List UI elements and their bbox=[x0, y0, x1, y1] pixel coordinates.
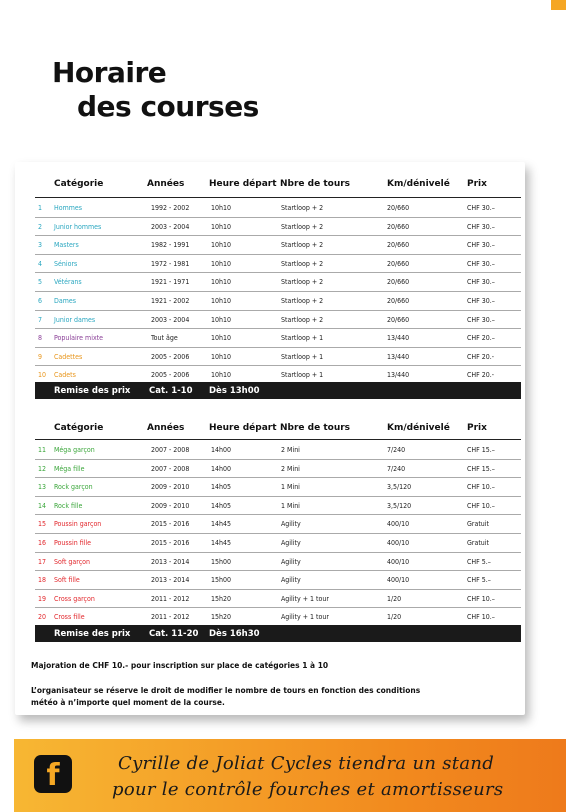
row-categorie: Cadettes bbox=[54, 352, 83, 361]
table-row bbox=[35, 254, 521, 274]
row-tours: Agility + 1 tour bbox=[281, 594, 329, 603]
row-categorie: Poussin fille bbox=[54, 539, 92, 547]
row-heure: 14h00 bbox=[211, 464, 232, 473]
remise-cat: Cat. 1-10 bbox=[149, 386, 193, 396]
row-tours: Startloop + 2 bbox=[281, 241, 324, 250]
row-annees: 2007 - 2008 bbox=[151, 464, 190, 473]
row-categorie: Hommes bbox=[54, 204, 83, 212]
row-annees: 1992 - 2002 bbox=[151, 204, 190, 212]
row-km: 3,5/120 bbox=[387, 483, 412, 492]
row-heure: 10h10 bbox=[211, 371, 232, 380]
row-categorie: Junior hommes bbox=[54, 222, 102, 231]
row-tours: Startloop + 2 bbox=[281, 315, 324, 324]
row-km: 7/240 bbox=[387, 464, 406, 473]
row-categorie: Cross garçon bbox=[54, 594, 95, 603]
organisateur-note-line2: météo à n’importe quel moment de la course. bbox=[31, 698, 225, 707]
row-heure: 10h10 bbox=[211, 297, 232, 305]
schedule-card bbox=[15, 162, 525, 715]
row-km: 1/20 bbox=[387, 594, 402, 603]
row-prix: CHF 30.– bbox=[467, 241, 495, 250]
row-annees: 2003 - 2004 bbox=[151, 222, 190, 231]
row-number: 20 bbox=[38, 613, 47, 622]
row-categorie: Soft garçon bbox=[54, 557, 91, 566]
row-tours: Agility + 1 tour bbox=[281, 613, 329, 622]
table-row bbox=[35, 533, 521, 553]
row-annees: 2015 - 2016 bbox=[151, 520, 190, 529]
table-row bbox=[35, 272, 521, 292]
page-title bbox=[52, 56, 259, 124]
row-number: 14 bbox=[38, 501, 47, 510]
remise-time: Dès 13h00 bbox=[209, 386, 260, 396]
row-number: 16 bbox=[38, 539, 47, 547]
header-km: Km/dénivelé bbox=[387, 179, 450, 189]
row-tours: Startloop + 2 bbox=[281, 222, 324, 231]
row-number: 6 bbox=[38, 297, 43, 305]
row-km: 20/660 bbox=[387, 222, 410, 231]
row-km: 20/660 bbox=[387, 204, 410, 212]
row-categorie: Rock fille bbox=[54, 501, 83, 510]
promo-banner bbox=[14, 739, 566, 812]
row-km: 20/660 bbox=[387, 297, 410, 305]
row-tours: Startloop + 2 bbox=[281, 204, 324, 212]
row-km: 400/10 bbox=[387, 557, 410, 566]
row-number: 11 bbox=[38, 446, 47, 454]
header-km: Km/dénivelé bbox=[387, 423, 450, 433]
row-prix: CHF 30.– bbox=[467, 297, 495, 305]
row-heure: 10h10 bbox=[211, 204, 232, 212]
row-tours: Startloop + 1 bbox=[281, 352, 324, 361]
row-heure: 10h10 bbox=[211, 278, 232, 287]
row-number: 18 bbox=[38, 576, 47, 585]
row-tours: Agility bbox=[281, 557, 301, 566]
row-annees: 2003 - 2004 bbox=[151, 315, 190, 324]
facebook-icon[interactable]: f bbox=[34, 755, 72, 793]
header-tours: Nbre de tours bbox=[280, 423, 351, 433]
row-number: 9 bbox=[38, 352, 43, 361]
row-number: 3 bbox=[38, 241, 43, 250]
row-number: 19 bbox=[38, 594, 47, 603]
row-prix: CHF 30.– bbox=[467, 315, 495, 324]
row-annees: 2005 - 2006 bbox=[151, 371, 190, 380]
row-categorie: Vétérans bbox=[54, 278, 82, 287]
row-tours: Agility bbox=[281, 520, 301, 529]
row-heure: 15h00 bbox=[211, 557, 232, 566]
row-categorie: Populaire mixte bbox=[54, 334, 104, 343]
row-heure: 15h20 bbox=[211, 613, 232, 622]
row-prix: Gratuit bbox=[467, 539, 490, 547]
row-prix: CHF 10.– bbox=[467, 483, 495, 492]
row-tours: 1 Mini bbox=[281, 483, 300, 492]
row-categorie: Cadets bbox=[54, 371, 76, 380]
row-heure: 10h10 bbox=[211, 352, 232, 361]
table-row bbox=[35, 217, 521, 237]
row-km: 20/660 bbox=[387, 315, 410, 324]
row-km: 3,5/120 bbox=[387, 501, 412, 510]
row-prix: CHF 30.– bbox=[467, 259, 495, 268]
row-tours: Agility bbox=[281, 539, 301, 547]
row-number: 1 bbox=[38, 204, 43, 212]
row-number: 17 bbox=[38, 557, 47, 566]
header-prix: Prix bbox=[467, 423, 487, 433]
row-tours: Startloop + 2 bbox=[281, 297, 324, 305]
table-row bbox=[35, 459, 521, 479]
remise-label: Remise des prix bbox=[54, 629, 131, 639]
row-prix: CHF 10.– bbox=[467, 613, 495, 622]
row-categorie: Méga garçon bbox=[54, 446, 95, 454]
row-km: 20/660 bbox=[387, 278, 410, 287]
row-annees: Tout âge bbox=[151, 334, 178, 343]
row-tours: Startloop + 2 bbox=[281, 278, 324, 287]
row-number: 5 bbox=[38, 278, 43, 287]
header-categorie: Catégorie bbox=[54, 179, 104, 189]
row-prix: CHF 30.– bbox=[467, 278, 495, 287]
row-heure: 10h10 bbox=[211, 315, 232, 324]
header-heure: Heure départ bbox=[209, 179, 277, 189]
row-number: 8 bbox=[38, 334, 43, 343]
table-row bbox=[35, 328, 521, 348]
table-row bbox=[35, 235, 521, 255]
row-heure: 10h10 bbox=[211, 334, 232, 343]
row-heure: 10h10 bbox=[211, 241, 232, 250]
row-heure: 15h00 bbox=[211, 576, 232, 585]
header-heure: Heure départ bbox=[209, 423, 277, 433]
row-km: 20/660 bbox=[387, 259, 410, 268]
table-row bbox=[35, 477, 521, 497]
row-number: 10 bbox=[38, 371, 47, 380]
row-tours: Startloop + 1 bbox=[281, 334, 324, 343]
row-km: 1/20 bbox=[387, 613, 402, 622]
row-km: 13/440 bbox=[387, 352, 410, 361]
row-number: 15 bbox=[38, 520, 47, 529]
row-annees: 2015 - 2016 bbox=[151, 539, 190, 547]
row-annees: 1921 - 1971 bbox=[151, 278, 190, 287]
row-prix: CHF 10.– bbox=[467, 594, 495, 603]
row-heure: 14h00 bbox=[211, 446, 232, 454]
row-tours: 2 Mini bbox=[281, 446, 300, 454]
header-categorie: Catégorie bbox=[54, 423, 104, 433]
header-annees: Années bbox=[147, 179, 185, 189]
majoration-note: Majoration de CHF 10.- pour inscription sur place de catégories 1 à 10 bbox=[31, 661, 329, 670]
row-categorie: Dames bbox=[54, 297, 77, 305]
row-annees: 2013 - 2014 bbox=[151, 557, 190, 566]
row-prix: CHF 20.- bbox=[467, 371, 495, 380]
row-tours: Startloop + 1 bbox=[281, 371, 324, 380]
banner-line2: pour le contrôle fourches et amortisseurs bbox=[112, 779, 504, 800]
header-prix: Prix bbox=[467, 179, 487, 189]
row-km: 20/660 bbox=[387, 241, 410, 250]
table2-header bbox=[15, 423, 525, 439]
row-prix: CHF 5.– bbox=[467, 576, 491, 585]
row-annees: 2009 - 2010 bbox=[151, 501, 190, 510]
row-heure: 14h05 bbox=[211, 483, 232, 492]
row-annees: 1972 - 1981 bbox=[151, 259, 190, 268]
row-categorie: Junior dames bbox=[54, 315, 96, 324]
table-row bbox=[35, 310, 521, 330]
row-heure: 15h20 bbox=[211, 594, 232, 603]
header-tours: Nbre de tours bbox=[280, 179, 351, 189]
row-tours: Startloop + 2 bbox=[281, 259, 324, 268]
remise-prix-bar-1 bbox=[35, 382, 521, 399]
banner-text bbox=[112, 751, 552, 803]
row-categorie: Masters bbox=[54, 241, 79, 250]
table-row bbox=[35, 570, 521, 590]
row-annees: 1921 - 2002 bbox=[151, 297, 190, 305]
row-categorie: Poussin garçon bbox=[54, 520, 102, 529]
row-categorie: Rock garçon bbox=[54, 483, 93, 492]
table-row bbox=[35, 589, 521, 609]
remise-cat: Cat. 11-20 bbox=[149, 629, 199, 639]
row-tours: Agility bbox=[281, 576, 301, 585]
row-annees: 2007 - 2008 bbox=[151, 446, 190, 454]
corner-accent bbox=[551, 0, 566, 10]
table-row bbox=[35, 552, 521, 572]
table-row bbox=[35, 347, 521, 367]
row-tours: 1 Mini bbox=[281, 501, 300, 510]
remise-label: Remise des prix bbox=[54, 386, 131, 396]
table-row bbox=[35, 198, 521, 218]
table1-header bbox=[15, 179, 525, 195]
row-annees: 2011 - 2012 bbox=[151, 594, 190, 603]
row-km: 400/10 bbox=[387, 539, 410, 547]
row-prix: CHF 20.– bbox=[467, 334, 495, 343]
table-row bbox=[35, 514, 521, 534]
table-row bbox=[35, 291, 521, 311]
row-km: 13/440 bbox=[387, 334, 410, 343]
row-prix: CHF 15.– bbox=[467, 446, 495, 454]
row-categorie: Séniors bbox=[54, 259, 78, 268]
row-number: 12 bbox=[38, 464, 47, 473]
row-annees: 2011 - 2012 bbox=[151, 613, 190, 622]
row-heure: 10h10 bbox=[211, 222, 232, 231]
row-annees: 2005 - 2006 bbox=[151, 352, 190, 361]
row-heure: 10h10 bbox=[211, 259, 232, 268]
row-heure: 14h45 bbox=[211, 520, 232, 529]
organisateur-note-line1: L’organisateur se réserve le droit de modifier le nombre de tours en fonction des conditions bbox=[31, 686, 421, 695]
row-prix: Gratuit bbox=[467, 520, 490, 529]
row-heure: 14h45 bbox=[211, 539, 232, 547]
row-prix: CHF 20.- bbox=[467, 352, 495, 361]
organisateur-note bbox=[31, 685, 511, 709]
row-categorie: Soft fille bbox=[54, 576, 80, 585]
table-row bbox=[35, 440, 521, 460]
row-number: 13 bbox=[38, 483, 47, 492]
row-km: 13/440 bbox=[387, 371, 410, 380]
row-prix: CHF 30.– bbox=[467, 222, 495, 231]
row-tours: 2 Mini bbox=[281, 464, 300, 473]
row-prix: CHF 15.– bbox=[467, 464, 495, 473]
banner-line1: Cyrille de Joliat Cycles tiendra un stand bbox=[118, 753, 495, 774]
row-prix: CHF 30.– bbox=[467, 204, 495, 212]
row-prix: CHF 10.– bbox=[467, 501, 495, 510]
page-title-line1: Horaire bbox=[52, 56, 167, 89]
remise-time: Dès 16h30 bbox=[209, 629, 260, 639]
row-annees: 2009 - 2010 bbox=[151, 483, 190, 492]
row-number: 2 bbox=[38, 222, 43, 231]
row-number: 7 bbox=[38, 315, 43, 324]
row-categorie: Cross fille bbox=[54, 613, 85, 622]
row-prix: CHF 5.– bbox=[467, 557, 491, 566]
table-row bbox=[35, 496, 521, 516]
row-heure: 14h05 bbox=[211, 501, 232, 510]
row-annees: 1982 - 1991 bbox=[151, 241, 190, 250]
row-km: 400/10 bbox=[387, 576, 410, 585]
remise-prix-bar-2 bbox=[35, 625, 521, 642]
row-categorie: Méga fille bbox=[54, 464, 85, 473]
page-title-line2: des courses bbox=[77, 90, 259, 123]
row-km: 7/240 bbox=[387, 446, 406, 454]
row-km: 400/10 bbox=[387, 520, 410, 529]
row-number: 4 bbox=[38, 259, 43, 268]
header-annees: Années bbox=[147, 423, 185, 433]
row-annees: 2013 - 2014 bbox=[151, 576, 190, 585]
